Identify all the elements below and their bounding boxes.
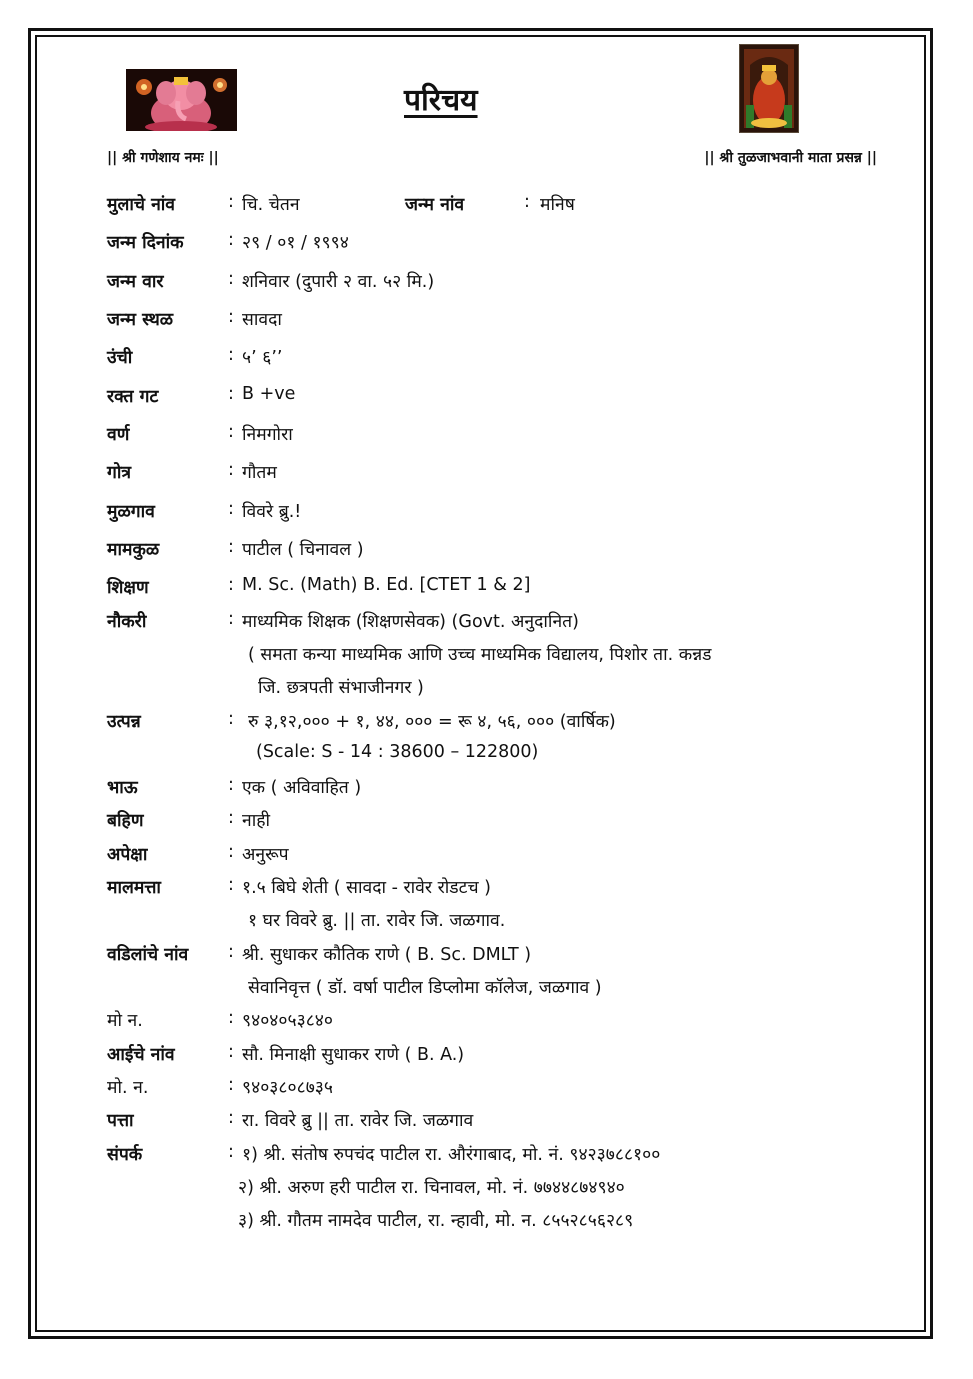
field-label: आईचे नांव [107,1045,175,1065]
field-value: श्री. सुधाकर कौतिक राणे ( B. Sc. DMLT ) [242,945,532,965]
field-value: चि. चेतन [242,195,300,215]
field-value: २९ / ०१ / १९९४ [242,233,349,253]
field-label: उंची [107,348,133,368]
field-value: रा. विवरे ब्रु || ता. रावेर जि. जळगाव [242,1111,474,1131]
birth-name-value: मनिष [540,195,575,215]
field-label: मो न. [107,1011,143,1031]
property-house: १ घर विवरे ब्रु. || ता. रावेर जि. जळगाव. [248,911,506,931]
job-district: जि. छत्रपती संभाजीनगर ) [258,678,424,698]
field-value: ९४०३८०८७३५ [242,1078,333,1098]
father-retired: सेवानिवृत्त ( डॉ. वर्षा पाटील डिप्लोमा कॉलेज, जळगाव ) [248,978,602,998]
field-value: M. Sc. (Math) B. Ed. [CTET 1 & 2] [242,575,531,595]
field-label: मो. न. [107,1078,149,1098]
contact-2: २) श्री. अरुण हरी पाटील रा. चिनावल, मो. नं. ७७४४८७४९४० [238,1178,625,1198]
field-label: बहिण [107,811,144,831]
field-label: जन्म वार [107,272,164,292]
field-label: वर्ण [107,425,130,445]
field-label: रक्त गट [107,387,159,407]
field-label: मुळगाव [107,502,155,522]
field-value: रु ३,१२,००० + १, ४४, ००० = रू ४, ५६, ००० (वार्षिक) [248,712,616,732]
field-label: मुलाचे नांव [107,195,176,215]
field-label: जन्म स्थळ [107,310,174,330]
income-scale: (Scale: S - 14 : 38600 – 122800) [256,742,539,762]
field-value: शनिवार (दुपारी २ वा. ५२ मि.) [242,272,435,292]
field-label: अपेक्षा [107,845,148,865]
field-label: संपर्क [107,1145,143,1165]
field-value: B +ve [242,384,296,404]
field-label: शिक्षण [107,578,149,598]
field-value: विवरे ब्रु.! [242,502,302,522]
field-label: पत्ता [107,1111,134,1131]
field-value: ५’ ६’’ [242,348,283,368]
field-value: पाटील ( चिनावल ) [242,540,364,560]
field-value: अनुरूप [242,845,289,865]
field-value: सौ. मिनाक्षी सुधाकर राणे ( B. A.) [242,1045,465,1065]
field-label: गोत्र [107,463,132,483]
field-value: गौतम [242,463,277,483]
field-value: निमगोरा [242,425,293,445]
field-value: १.५ बिघे शेती ( सावदा - रावेर रोडटच ) [242,878,491,898]
birth-name-label: जन्म नांव [405,195,465,215]
field-value: एक ( अविवाहित ) [242,778,362,798]
field-value: ९४०४०५३८४० [242,1011,333,1031]
prayer-right: || श्री तुळजाभवानी माता प्रसन्न || [704,150,877,166]
field-label: नौकरी [107,612,147,632]
tuljabhavani-photo [739,44,799,133]
field-value: नाही [242,811,271,831]
field-label: मालमत्ता [107,878,161,898]
job-school: ( समता कन्या माध्यमिक आणि उच्च माध्यमिक विद्यालय, पिशोर ता. कन्नड [248,645,712,665]
field-label: उत्पन्न [107,712,141,732]
field-label: भाऊ [107,778,138,798]
field-value: १) श्री. संतोष रुपचंद पाटील रा. औरंगाबाद, मो. नं. ९४२३७८८१०० [242,1145,661,1165]
contact-3: ३) श्री. गौतम नामदेव पाटील, रा. न्हावी, मो. न. ८५५२८५६२८९ [238,1211,634,1231]
field-label: वडिलांचे नांव [107,945,189,965]
field-label: मामकुळ [107,540,160,560]
ganesh-photo [126,69,237,131]
field-value: माध्यमिक शिक्षक (शिक्षणसेवक) (Govt. अनुदानित) [242,612,579,632]
field-value: सावदा [242,310,282,330]
field-label: जन्म दिनांक [107,233,184,253]
page-title: परिचय [404,83,478,118]
prayer-left: || श्री गणेशाय नमः || [107,150,219,166]
